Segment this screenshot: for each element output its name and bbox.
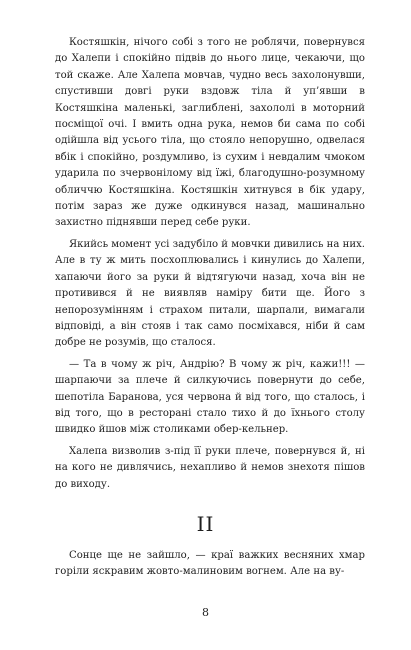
paragraph-3: — Та в чому ж річ, Андрію? В чому ж річ, кажи!!! — шарпаючи за плече й силкуючись повернути до себе, шепотіла Баранова, уся червона й від того, що сталось, і від того, що в ресторані стало тихо й до їхнього столу швидко йшов між столиками обер-кельнер. <box>55 358 365 436</box>
paragraph-1: Костяшкін, нічого собі з того не роблячи, повернувся до Халепи і спокійно підвів до нього лице, чекаючи, що той скаже. Але Халепа мовчав, чудно весь захолонувши, спустивши довгі руки вздовж тіла й уп’явши в Костяшкіна маленькі, заглиблені, захололі в моторний посміщої очі. І вмить одна рука, немов би сама по собі одійшла від усього тіла, що стояло непорушно, одвелася вбік і спокійно, роздумливо, із сухим і невдалим чмоком ударила по зчервонілому від їжі, благодушно-розумному обличчю Костяшкіна. Костяшкін хитнувся в бік удару, потім зараз же дуже одкинувся назад, машинально захистно піднявши перед себе руки. <box>55 37 365 229</box>
chapter-heading: II <box>196 512 215 536</box>
body-text <box>55 35 365 493</box>
paragraph-4: Халепа визволив з-під її руки плече, повернувся й, ні на кого не дивлячись, нехапливо й немов знехотя пішов до виходу. <box>55 445 365 490</box>
page-number: 8 <box>202 606 209 619</box>
paragraph-2: Якийсь момент усі задубіло й мовчки дивились на них. Але в ту ж мить посхоплювались і кинулись до Халепи, хапаючи його за руки й відтягуючи назад, хоча він не противився й не виявляв наміру бити ще. Його з непорозумінням і страхом питали, шарпали, вимагали відповіді, а він стояв і так само посміхався, ніби й сам добре не розумів, що сталося. <box>55 238 365 349</box>
paragraph-continuation: Сонце ще не зайшло, — краї важких весняних хмар горіли яскравим жовто-малиновим вогнем. Але на ву- <box>55 550 365 578</box>
chapter-text <box>55 548 365 581</box>
